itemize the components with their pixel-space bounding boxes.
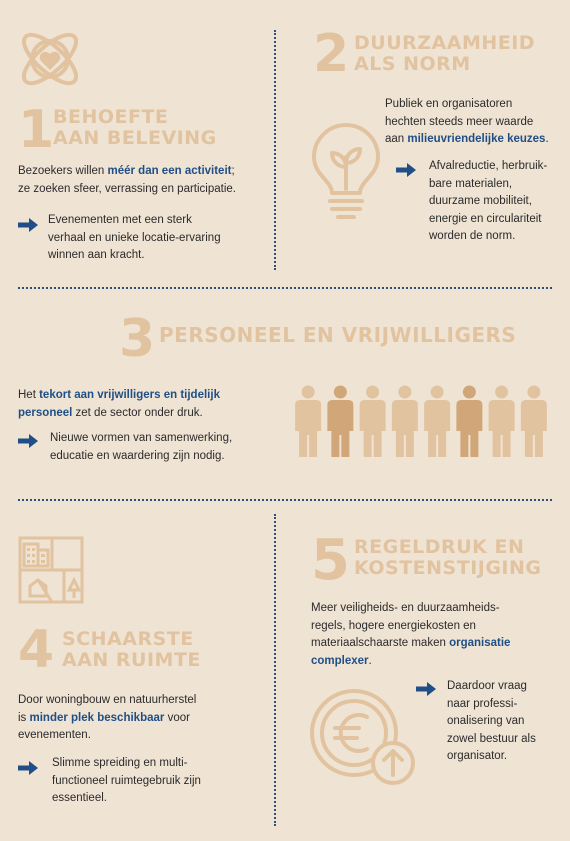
text: Bezoekers willen bbox=[18, 165, 108, 177]
text: worden de norm. bbox=[429, 230, 516, 242]
section-title: PERSONEEL EN VRIJWILLIGERS bbox=[159, 323, 517, 347]
text: ; bbox=[231, 165, 235, 177]
title-line: AAN RUIMTE bbox=[62, 649, 201, 671]
text: bare materialen, bbox=[429, 177, 513, 190]
text: regels, hogere energiekosten en bbox=[311, 619, 476, 632]
person-icon bbox=[327, 386, 353, 458]
text: naar professi- bbox=[447, 697, 518, 710]
text: . bbox=[368, 654, 372, 667]
section-title bbox=[354, 33, 535, 75]
text: aan bbox=[385, 133, 408, 145]
section-intro bbox=[18, 692, 263, 745]
text: winnen aan kracht. bbox=[48, 249, 145, 261]
highlight-text: milieuvriendelijke keuzes bbox=[407, 133, 546, 145]
section-intro bbox=[18, 163, 268, 198]
text: Evenementen met een sterk bbox=[48, 214, 192, 226]
section-number: 3 bbox=[119, 309, 156, 369]
title-line: KOSTENSTIJGING bbox=[354, 557, 542, 579]
text: zet de sector onder druk. bbox=[72, 406, 203, 419]
text: Meer veiligheids- en duurzaamheids- bbox=[311, 602, 500, 614]
highlight-text: organisatie bbox=[449, 637, 511, 649]
text: Door woningbouw en natuurherstel bbox=[18, 694, 197, 706]
text: materiaalschaarste maken bbox=[311, 637, 450, 649]
section-title bbox=[354, 537, 542, 579]
section-number: 2 bbox=[313, 24, 350, 84]
arrow-right-icon bbox=[18, 218, 38, 232]
text: energie en circulariteit bbox=[429, 212, 542, 225]
person-icon bbox=[489, 386, 515, 458]
text: onalisering van bbox=[447, 715, 525, 727]
person-icon bbox=[456, 386, 482, 458]
text: organisator. bbox=[447, 750, 508, 762]
highlight-text: minder plek beschikbaar bbox=[29, 711, 165, 724]
section-intro bbox=[18, 387, 263, 422]
text: Daardoor vraag bbox=[447, 680, 527, 692]
highlight-text: méér dan een activiteit bbox=[107, 165, 232, 177]
title-line: BEHOEFTE bbox=[53, 106, 169, 128]
arrow-right-icon bbox=[416, 682, 436, 696]
text: essentieel. bbox=[52, 792, 107, 804]
section-bullet bbox=[50, 430, 270, 465]
text: Afvalreductie, herbruik- bbox=[429, 160, 548, 172]
text: Het bbox=[18, 389, 40, 401]
text: . bbox=[545, 133, 549, 145]
title-line: DUURZAAMHEID bbox=[354, 32, 536, 54]
city-map-icon bbox=[18, 536, 84, 604]
text: duurzame mobiliteit, bbox=[429, 195, 532, 207]
person-icon bbox=[521, 386, 547, 458]
section-bullet bbox=[52, 755, 262, 808]
text: Nieuwe vormen van samenwerking, bbox=[50, 432, 233, 444]
text: Publiek en organisatoren bbox=[385, 98, 513, 110]
text: voor bbox=[164, 711, 190, 724]
section-intro bbox=[311, 600, 561, 670]
text: evenementen. bbox=[18, 729, 91, 741]
section-bullet bbox=[447, 678, 562, 766]
text: hechten steeds meer waarde bbox=[385, 115, 534, 128]
section-intro bbox=[385, 96, 565, 149]
highlight-text: personeel bbox=[18, 406, 73, 419]
section-title bbox=[62, 629, 201, 671]
person-icon bbox=[392, 386, 418, 458]
section-number: 1 bbox=[18, 100, 55, 160]
top-vertical-divider bbox=[274, 30, 276, 270]
arrow-right-icon bbox=[18, 761, 38, 775]
section-title bbox=[53, 107, 217, 149]
title-line: SCHAARSTE bbox=[62, 628, 194, 650]
title-line: ALS NORM bbox=[354, 53, 471, 75]
text: ze zoeken sfeer, verrassing en participatie. bbox=[18, 182, 236, 195]
section-bullet bbox=[48, 212, 268, 265]
text: functioneel ruimtegebruik zijn bbox=[52, 774, 201, 787]
text: is bbox=[18, 711, 30, 724]
heart-atom-icon bbox=[14, 24, 86, 94]
lightbulb-plant-icon bbox=[308, 123, 384, 221]
top-horizontal-divider bbox=[18, 287, 552, 289]
arrow-right-icon bbox=[18, 434, 38, 448]
text: zowel bestuur als bbox=[447, 732, 536, 745]
person-icon bbox=[424, 386, 450, 458]
text: verhaal en unieke locatie-ervaring bbox=[48, 231, 221, 244]
highlight-text: tekort aan vrijwilligers en tijdelijk bbox=[39, 389, 220, 401]
people-row-icon bbox=[292, 385, 550, 460]
bottom-vertical-divider bbox=[274, 514, 276, 826]
person-icon bbox=[360, 386, 386, 458]
section-number: 4 bbox=[18, 620, 55, 680]
title-line: REGELDRUK EN bbox=[354, 536, 525, 558]
euro-up-icon bbox=[307, 685, 417, 789]
text: Slimme spreiding en multi- bbox=[52, 757, 188, 769]
highlight-text: complexer bbox=[311, 654, 369, 667]
section-number: 5 bbox=[311, 528, 350, 593]
person-icon bbox=[295, 386, 321, 458]
bottom-horizontal-divider bbox=[18, 499, 552, 501]
title-line: AAN BELEVING bbox=[53, 127, 217, 149]
section-bullet bbox=[429, 158, 564, 246]
arrow-right-icon bbox=[396, 163, 416, 177]
text: educatie en waardering zijn nodig. bbox=[50, 449, 225, 462]
